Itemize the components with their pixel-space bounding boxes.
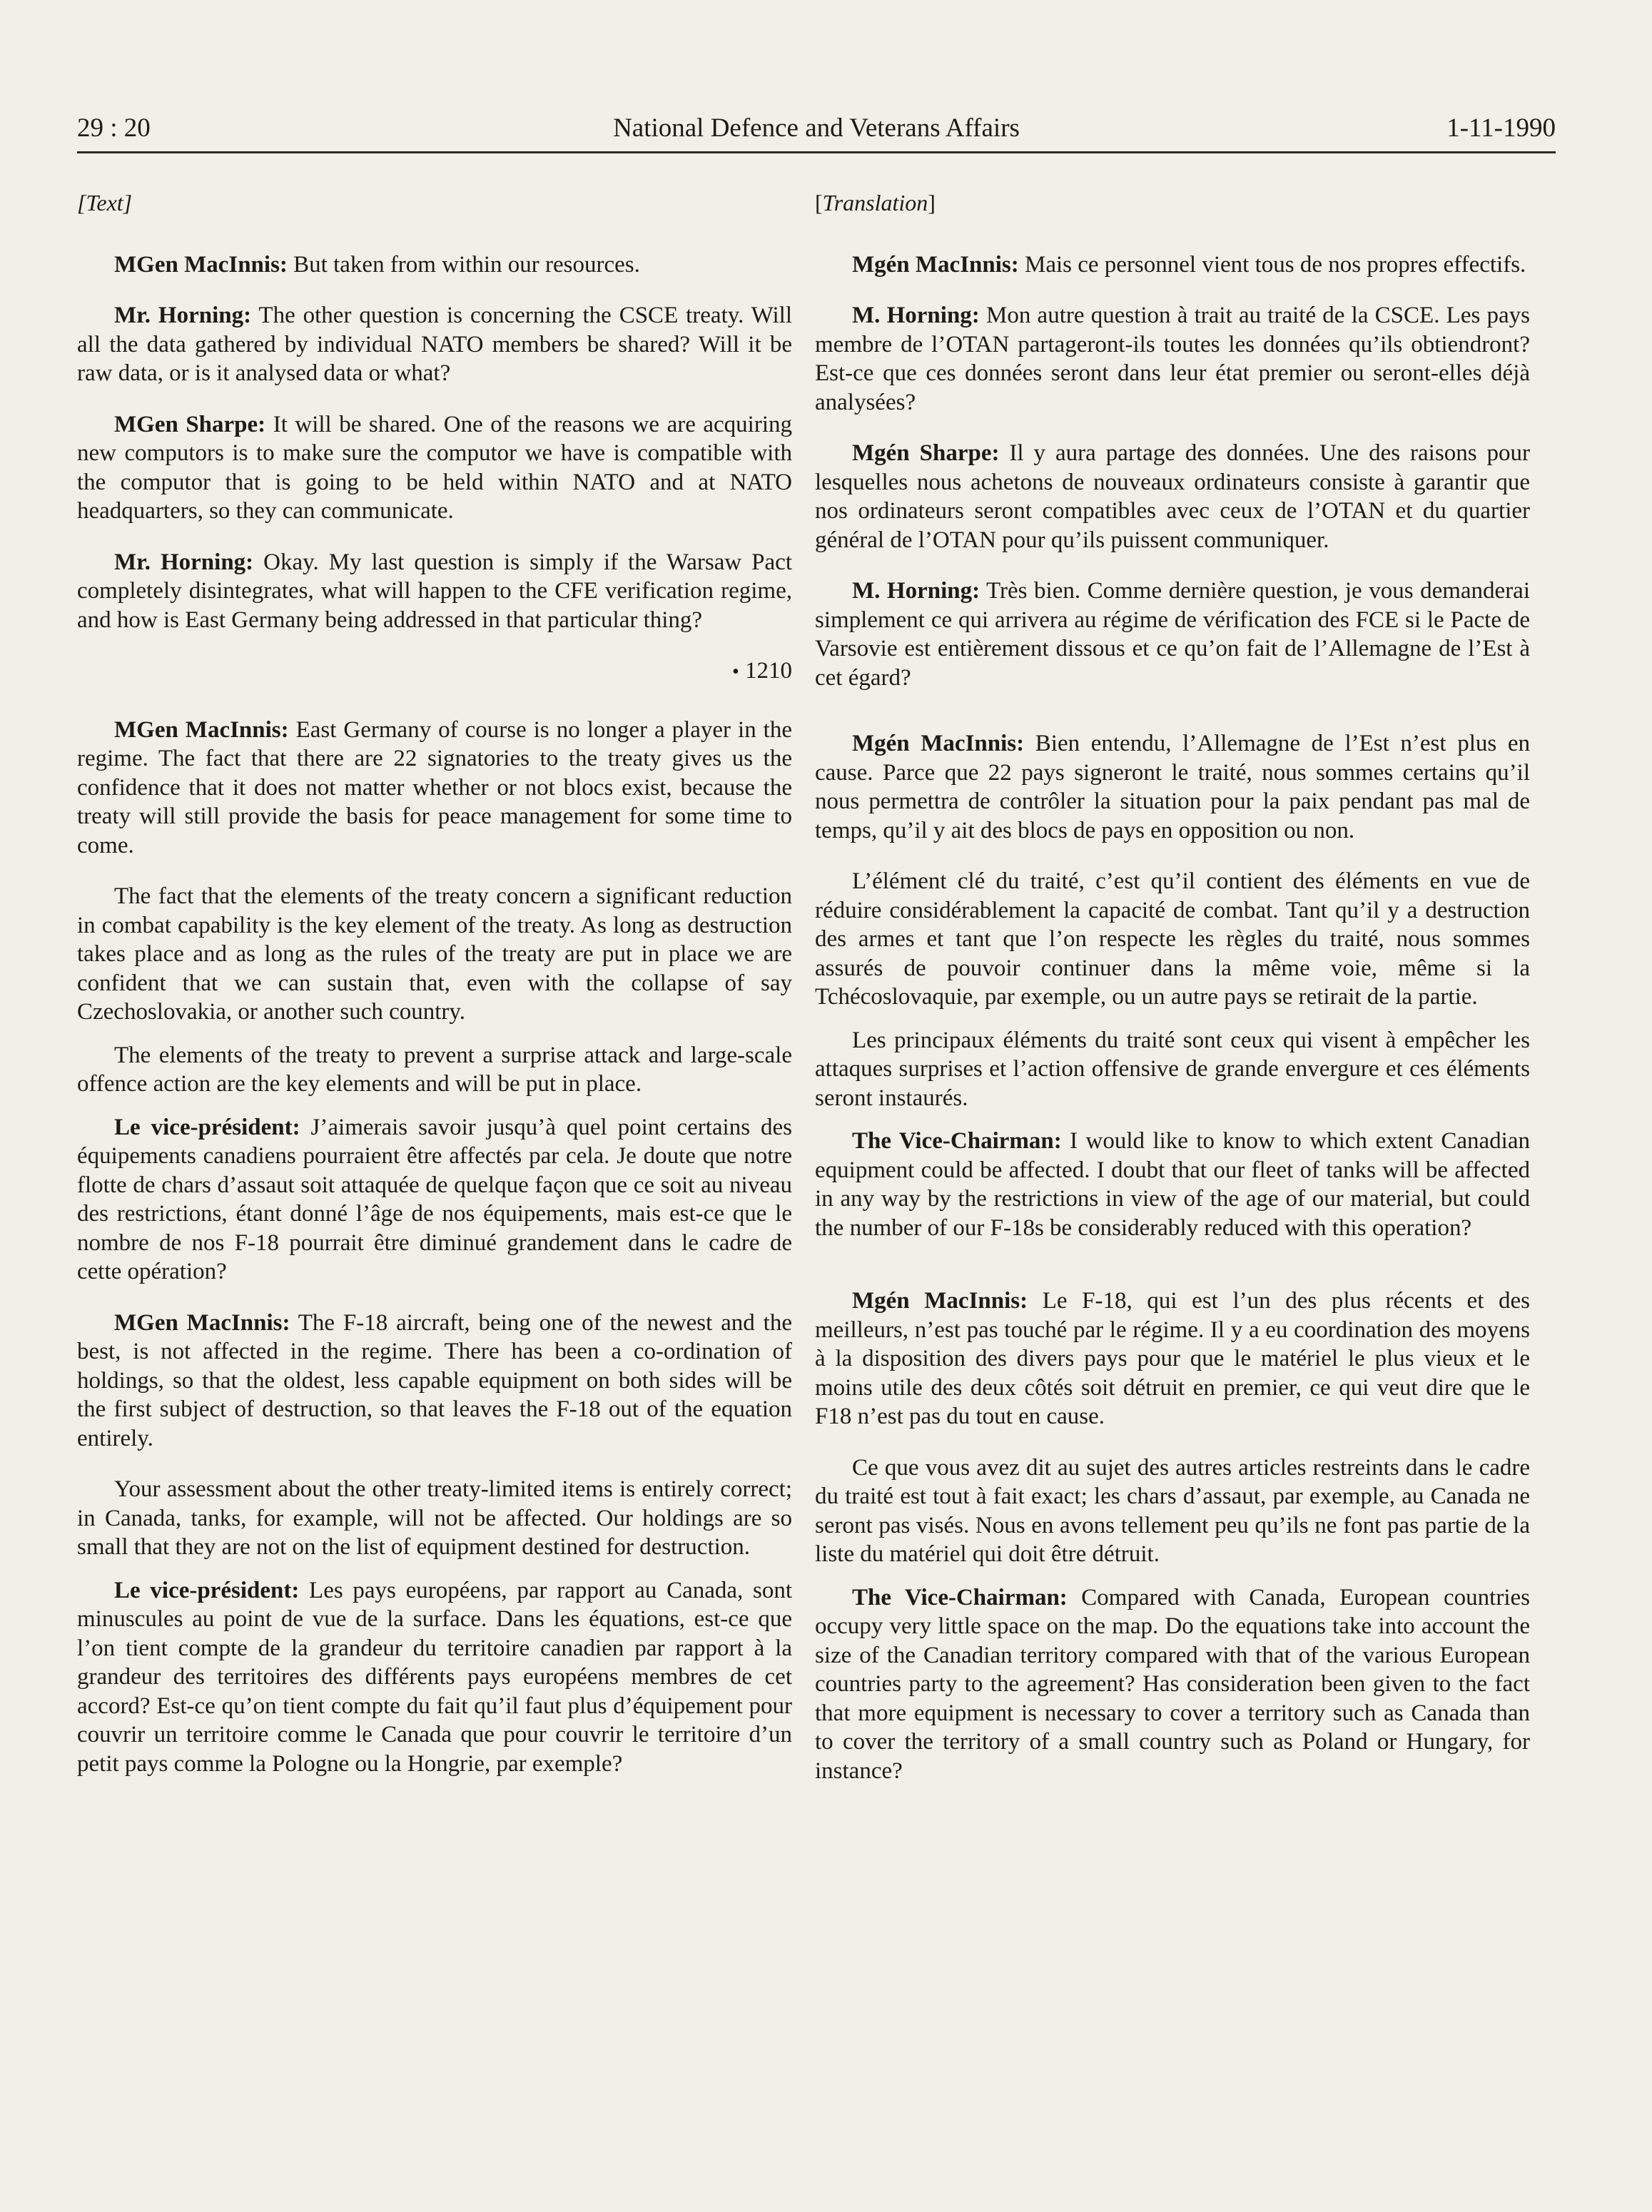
paragraph: Les principaux éléments du traité sont ceux qui visent à empêcher les attaques surprises et l’action offensive de grande envergure et ces éléments seront instaurés. [815,1027,1530,1111]
paragraph [815,577,1530,692]
paragraph [77,1113,792,1287]
speaker-name: MGen Sharpe: [114,411,266,437]
bullet-icon: • [731,661,739,683]
paragraph [815,301,1530,417]
speech-text: The other question is concerning the CSCE treaty. Will all the data gathered by individual NATO members be shared? Will it be raw data, or is it analysed data or what? [77,303,792,386]
paragraph: L’élément clé du traité, c’est qu’il contient des éléments en vue de réduire considérablement la capacité de combat. Tant qu’il y a destruction des armes et tant que l’on respecte les règles du traité, nous sommes assurés de pouvoir continuer dans la même voie, même si la Tchécoslovaquie, par exemple, ou un autre pays se retirait de la partie. [815,868,1530,1010]
speaker-name: Mgén Sharpe: [852,440,1000,466]
speaker-name: M. Horning: [852,578,980,604]
speaker-name: Mgén MacInnis: [852,731,1025,756]
document-page [77,106,1556,2146]
speech-text: East Germany of course is no longer a player in the regime. The fact that there are 22 signatories to the treaty gives us the confidence that it does not matter whether or not blocs exist, because the treaty will still provide the basis for peace management for some time to come. [77,716,792,858]
page-date: 1-11-1990 [1446,113,1556,143]
speech-text: Mon autre question à trait au traité de la CSCE. Les pays membre de l’OTAN partageront-ils toutes les données qu’ils obtiendront? Est-ce que ces données seront dans leur état premier ou seront-elles déjà analysées? [815,303,1531,415]
speaker-name: The Vice-Chairman: [852,1584,1068,1610]
speech-text: But taken from within our resources. [287,251,640,278]
paragraph [815,439,1530,554]
paragraph [815,1287,1530,1431]
paragraph [77,301,792,388]
speech-text: It will be shared. One of the reasons we are acquiring new computors is to make sure the computor we have is compatible with the computor that is going to be held within NATO and at NATO headquarters, so they can communicate. [77,411,792,524]
paragraph [77,1576,792,1779]
paragraph [815,250,1530,280]
time-value: 1210 [745,658,792,684]
page-number: 29 : 20 [77,113,151,143]
speech-text: Les pays européens, par rapport au Canada, sont minuscules au point de vue de la surface. Dans les équations, est-ce que l’on tient compte de la grandeur du territoire canadien par rapport à la grandeur des territoires des différents pays européens membres de cet accord? Est-ce qu’on tient compte du fait qu’il faut plus d’équipement pour couvrir un territoire comme le Canada que pour couvrir le territoire d’un petit pays comme la Pologne ou la Hongrie, par exemple? [77,1577,792,1777]
speaker-name: MGen MacInnis: [114,1309,290,1336]
speaker-name: Mgén MacInnis: [852,1288,1028,1314]
speech-text: I would like to know to which extent Canadian equipment could be affected. I doubt that our fleet of tanks will be affected in any way by the restrictions in view of the age of our material, but could the number of our F-18s be considerably reduced with this operation? [815,1128,1530,1241]
page-title: National Defence and Veterans Affairs [613,113,1020,143]
page-header [77,106,1556,153]
speaker-name: The Vice-Chairman: [852,1128,1062,1154]
speaker-name: Mr. Horning: [114,303,252,328]
paragraph [77,716,792,861]
paragraph [77,250,792,280]
speech-text: Compared with Canada, European countries occupy very little space on the map. Do the equations take into account the size of the Canadian territory compared with that of the various European countries party to the agreement? Has consideration been given to the fact that more equipment is necessary to cover a territory such as Canada than to cover the territory of a small country such as Poland or Hungary, for instance? [815,1584,1530,1784]
paragraph: The elements of the treaty to prevent a surprise attack and large-scale offence action are the key elements and will be put in place. [77,1042,792,1097]
speaker-name: Mgén MacInnis: [852,251,1019,278]
speech-text: The F-18 aircraft, being one of the newest and the best, is not affected in the regime. There has been a co-ordination of holdings, so that the oldest, less capable equipment on both sides will be the first subject of destruction, so that leaves the F-18 out of the equation entirely. [77,1309,792,1451]
speaker-name: M. Horning: [852,303,980,328]
paragraph [77,410,792,526]
speech-text: Mais ce personnel vient tous de nos propres effectifs. [1018,251,1526,278]
column-label: [Text] [77,190,133,215]
speaker-name: MGen MacInnis: [114,251,288,278]
speech-text: Bien entendu, l’Allemagne de l’Est n’est plus en cause. Parce que 22 pays signeront le traité, nous sommes certains qu’il nous permettra de contrôler la situation pour la paix pendant pas mal de temps, qu’il y ait des blocs de pays en opposition ou non. [815,731,1530,843]
paragraph [815,1127,1530,1242]
speech-text: J’aimerais savoir jusqu’à quel point certains des équipements canadiens pourraient être affectés par cela. Je doute que notre flotte de chars d’assaut soit attaquée de quelque façon que ce soit au niveau des restrictions, étant donné l’âge de nos équipements, mais est-ce que le nombre de nos F-18 pourrait être diminué grandement dans le cadre de cette opération? [77,1114,792,1284]
speech-text: Le F-18, qui est l’un des plus récents et des meilleurs, n’est pas touché par le régime. Il y a eu coordination des moyens à la disposition des divers pays pour que le matériel le plus vieux et le moins utile des deux côtés soit détruit en premier, ce qui veut dire que le F18 n’est pas du tout en cause. [815,1288,1530,1429]
right-column [815,183,1530,1807]
speaker-name: Mr. Horning: [114,549,254,575]
speech-text: Il y aura partage des données. Une des raisons pour lesquelles nous achetons de nouveaux ordinateurs consiste à garantir que nos ordinateurs seront compatibles avec ceux de l’OTAN et du quartier général de l’OTAN pour qu’ils puissent communiquer. [815,440,1530,553]
speaker-name: Le vice-président: [114,1577,300,1603]
speaker-name: MGen MacInnis: [114,716,289,743]
paragraph: Ce que vous avez dit au sujet des autres articles restreints dans le cadre du traité est tout à fait exact; les chars d’assaut, par exemple, au Canada ne seront pas visés. Nous en avons tellement peu qu’ils ne font pas partie de la liste du matériel qui doit être détruit. [815,1454,1530,1567]
paragraph [815,1583,1530,1786]
column-label: [Translation] [815,190,936,215]
speech-text: Très bien. Comme dernière question, je vous demanderai simplement ce qui arrivera au régime de vérification des FCE si le Pacte de Varsovie est entièrement dissous et ce qu’on fait de l’Allemagne de l’Est à cet égard? [815,578,1530,691]
speaker-name: Le vice-président: [114,1114,300,1140]
speech-text: Okay. My last question is simply if the Warsaw Pact completely disintegrates, what will happen to the CFE verification regime, and how is East Germany being addressed in that particular thing? [77,549,792,633]
paragraph: Your assessment about the other treaty-limited items is entirely correct; in Canada, tanks, for example, will not be affected. Our holdings are so small that they are not on the list of equipment destined for destruction. [77,1476,792,1560]
paragraph: The fact that the elements of the treaty concern a significant reduction in combat capability is the key element of the treaty. As long as destruction takes place and as long as the rules of the treaty are put in place we are confident that we can sustain that, even with the collapse of say Czechoslovakia, or another such country. [77,883,792,1025]
time-marker [77,656,792,687]
left-column [77,183,792,1800]
paragraph [77,1309,792,1453]
paragraph [77,548,792,635]
paragraph [815,729,1530,845]
